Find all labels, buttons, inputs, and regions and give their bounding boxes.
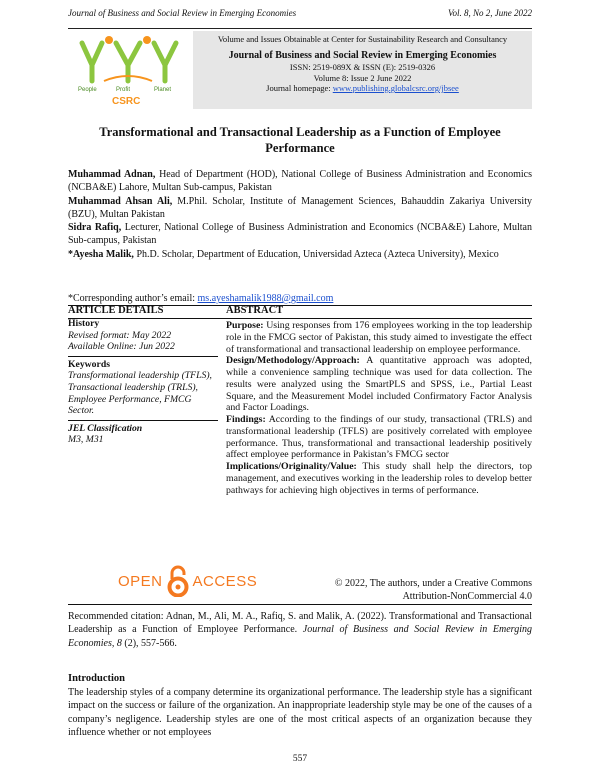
journal-homepage-label: Journal homepage: xyxy=(266,83,333,93)
license-text: © 2022, The authors, under a Creative Commons Attribution-NonCommercial 4.0 xyxy=(334,578,532,602)
article-details-heading: ARTICLE DETAILS xyxy=(68,305,164,316)
article-title: Transformational and Transactional Leadership as a Function of Employee Performance xyxy=(99,125,501,155)
journal-name: Journal of Business and Social Review in Emerging Economies xyxy=(228,49,497,61)
logo-word-people: People xyxy=(78,87,97,93)
author-1-affiliation: Head of Department (HOD), National College of Business Administration and Economics (NCBA&E) Lahore, Multan Sub-campus, Pakistan xyxy=(68,169,532,194)
abstract-body xyxy=(226,320,532,496)
author-4-name: *Ayesha Malik, xyxy=(68,248,134,260)
csrc-logo xyxy=(68,31,193,109)
abstract-heading: ABSTRACT xyxy=(226,305,284,316)
article-details xyxy=(68,318,218,446)
citation-journal: Journal of Business and Social Review in Emerging Economies, 8 xyxy=(68,624,532,649)
author-2-affiliation: M.Phil. Scholar, Institute of Management Sciences, Bahauddin Zakariya University (BZU), Multan Pakistan xyxy=(68,195,532,220)
header-rule xyxy=(68,28,532,29)
history-label: History xyxy=(68,318,100,329)
logo-name: CSRC xyxy=(112,96,141,107)
introduction-body: The leadership styles of a company determine its organizational performance. The leadership style has a significant impact on the success or failure of the organization. An inappropriate leadership style may be one of the causes of a company’s negligence. Leadership styles are one of the most critical aspects of an organization because they influence whether or not employees xyxy=(68,687,532,738)
journal-info-box xyxy=(193,31,532,109)
page-number: 557 xyxy=(292,754,308,764)
author-4-affiliation: Ph.D. Scholar, Department of Education, Universidad Azteca (Azteca University), Mexico xyxy=(133,248,499,260)
logo-word-planet: Planet xyxy=(154,87,172,93)
author-3-affiliation: Lecturer, National College of Business Administration and Economics (NCBA&E) Lahore, Multan Sub-campus, Pakistan xyxy=(68,222,533,247)
author-3 xyxy=(68,221,532,248)
corresponding-author xyxy=(68,292,532,305)
running-header xyxy=(68,8,532,18)
abstract-design xyxy=(226,355,532,414)
abstract-design-label: Design/Methodology/Approach: xyxy=(226,355,360,367)
journal-homepage-link[interactable]: www.publishing.globalcsrc.org/jbsee xyxy=(332,83,459,93)
abstract-purpose-text: Using responses from 176 employees working in the top leadership role in the FMCG sector of Pakistan, this study aimed to investigate the effect of transformational and transactional leadership on employee performance. xyxy=(226,320,532,355)
author-1-name: Muhammad Adnan, xyxy=(68,169,156,180)
keywords-label: Keywords xyxy=(68,358,110,370)
open-access-left: OPEN xyxy=(118,572,163,590)
history-block xyxy=(68,318,218,357)
keywords-block xyxy=(68,359,218,421)
running-header-volume: Vol. 8, No 2, June 2022 xyxy=(448,8,532,18)
abstract-design-text: A quantitative approach was adopted, while a convenience sampling technique was used for data collection. The results were analyzed using the SmartPLS and SPSS, i.e., Partial Least Square, and the Measurement Model included Confirmatory Factor Analysis and Factor Loadings. xyxy=(226,355,532,414)
journal-homepage xyxy=(193,83,532,94)
abstract-findings-text: According to the findings of our study, transactional (TRLS) and transformational leadership (TFLS) are positively correlated with employee performance. Thus, transformational and transactional leadership positively affect employee performance in Pakistan’s FMCG sector xyxy=(226,414,532,461)
keywords-text: Transformational leadership (TFLS), Transactional leadership (TRLS), Employee Performance, FMCG Sector. xyxy=(68,370,212,417)
running-header-journal: Journal of Business and Social Review in Emerging Economies xyxy=(68,8,297,18)
abstract-implications-label: Implications/Originality/Value: xyxy=(226,461,357,472)
citation-suffix: (2), 557-566. xyxy=(121,637,177,649)
journal-info-line1: Volume and Issues Obtainable at Center for Sustainability Research and Consultancy xyxy=(217,34,508,44)
history-available: Available Online: Jun 2022 xyxy=(68,341,175,353)
citation-rule xyxy=(68,604,532,605)
abstract-findings-label: Findings: xyxy=(226,414,266,425)
abstract-implications-text: This study shall help the directors, top management, and executives working in the leadership roles to develop better pathways for achieving high objectives in terms of performance. xyxy=(226,461,532,496)
jel-label: JEL Classification xyxy=(68,422,143,434)
author-3-name: Sidra Rafiq, xyxy=(68,222,122,234)
recommended-citation xyxy=(68,610,532,650)
abstract-implications xyxy=(226,461,532,496)
open-access-lock-icon xyxy=(167,565,189,597)
journal-volume-issue: Volume 8: Issue 2 June 2022 xyxy=(313,72,412,83)
open-access-right: ACCESS xyxy=(192,572,258,590)
jel-codes: M3, M31 xyxy=(68,434,104,446)
masthead xyxy=(68,31,532,109)
introduction-heading: Introduction xyxy=(68,673,125,684)
logo-word-profit: Profit xyxy=(116,87,131,93)
corresponding-label: *Corresponding author’s email: xyxy=(68,293,198,304)
history-revised: Revised format: May 2022 xyxy=(68,329,172,341)
abstract-findings xyxy=(226,414,532,461)
abstract-purpose-label: Purpose: xyxy=(226,320,264,331)
author-4 xyxy=(68,248,532,261)
author-2-name: Muhammad Ahsan Ali, xyxy=(68,195,173,207)
citation-prefix: Recommended citation: Adnan, M., Ali, M. A., Rafiq, S. and Malik, A. (2022). Transformational and Transactional Leadership as a Function of Employee Performance. xyxy=(68,611,532,636)
abstract-purpose xyxy=(226,320,532,355)
author-2 xyxy=(68,195,532,222)
jel-block xyxy=(68,423,218,446)
open-access-logo xyxy=(118,565,257,597)
author-1 xyxy=(68,168,532,195)
journal-issn: ISSN: 2519-089X & ISSN (E): 2519-0326 xyxy=(289,62,436,72)
csrc-logo-icon xyxy=(68,31,193,109)
authors-block xyxy=(68,168,532,261)
corresponding-email-link[interactable]: ms.ayeshamalik1988@gmail.com xyxy=(197,293,334,304)
